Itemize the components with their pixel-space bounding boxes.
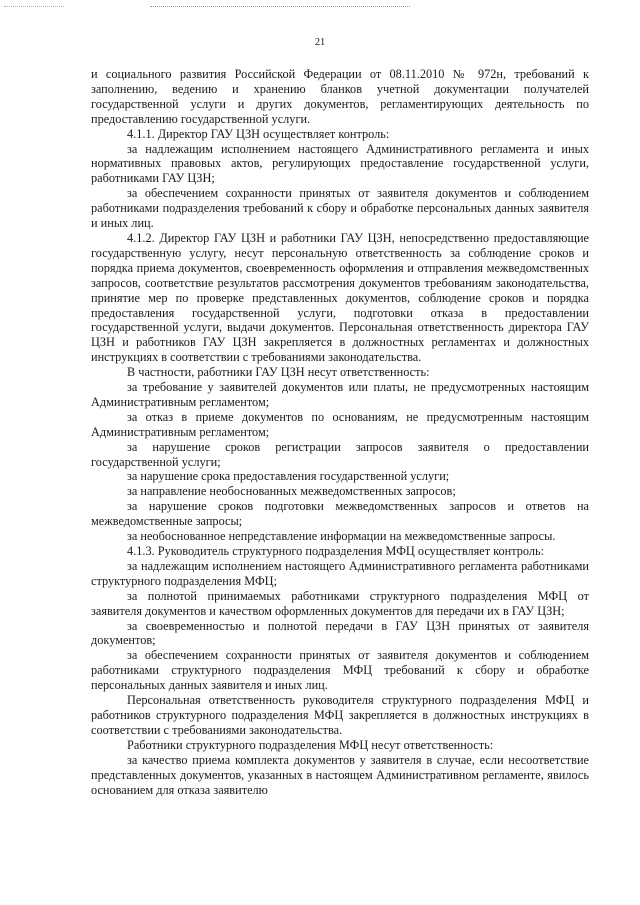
- list-item: за нарушение сроков регистрации запросов заявителя о предоставлении государственной услуги;: [91, 439, 589, 469]
- scan-artifact-top: [150, 6, 410, 8]
- scan-artifact-left: [4, 6, 64, 8]
- list-item: за своевременностью и полнотой передачи в ГАУ ЦЗН принятых от заявителя документов;: [91, 618, 589, 648]
- list-item: за нарушение срока предоставления государственной услуги;: [127, 469, 450, 484]
- list-item: за необоснованное непредставление информации на межведомственные запросы.: [127, 529, 556, 544]
- paragraph: и социального развития Российской Федерации от 08.11.2010 № 972н, требований к заполнению, ведению и хранению бланков учетной документации получателей государственной услуги и других документов, регламентирующих деятельность по предоставлению государственной услуги.: [91, 67, 589, 126]
- document-body: [91, 67, 589, 797]
- list-item: за обеспечением сохранности принятых от заявителя документов и соблюдением работниками структурного подразделения МФЦ требований к сбору и обработке персональных данных заявителя и иных лиц.: [91, 648, 589, 693]
- list-item: за качество приема комплекта документов у заявителя в случае, если несоответствие представленных документов, указанных в настоящем Административном регламенте, явилось основанием для отказа заявителю: [91, 752, 589, 797]
- paragraph: Работники структурного подразделения МФЦ несут ответственность:: [127, 737, 494, 752]
- list-item: за требование у заявителей документов или платы, не предусмотренных настоящим Административным регламентом;: [91, 380, 589, 409]
- list-item: за отказ в приеме документов по основаниям, не предусмотренным настоящим Административным регламентом;: [91, 409, 589, 439]
- list-item: за направление необоснованных межведомственных запросов;: [127, 484, 456, 499]
- paragraph: В частности, работники ГАУ ЦЗН несут ответственность:: [127, 365, 430, 380]
- list-item: за надлежащим исполнением настоящего Административного регламента работниками структурного подразделения МФЦ;: [91, 558, 589, 588]
- section-4-1-2: 4.1.2. Директор ГАУ ЦЗН и работники ГАУ ЦЗН, непосредственно предоставляющие государственную услугу, несут персональную ответственность за соблюдение сроков и порядка приема документов, своевременность оформления и отправления межведомственных запросов, соответствие результатов рассмотрения документов требованиям законодательства, принятие мер по проверке представленных документов, соблюдение сроков и порядка предоставления государственной услуги, подготовки отказа в предоставлении государственной услуги, выдачи документов. Персональная ответственность директора ГАУ ЦЗН и работников ГАУ ЦЗН закрепляется в должностных регламентах и должностных инструкциях в соответствии с требованиями законодательства.: [91, 230, 589, 365]
- paragraph: за обеспечением сохранности принятых от заявителя документов и соблюдением работниками подразделения требований к сбору и обработке персональных данных заявителя и иных лиц.: [91, 186, 589, 231]
- section-heading-4-1-1: 4.1.1. Директор ГАУ ЦЗН осуществляет контроль:: [127, 126, 390, 141]
- paragraph: Персональная ответственность руководителя структурного подразделения МФЦ и работников структурного подразделения МФЦ закрепляется в должностных инструкциях в соответствии с требованиями законодательства.: [91, 693, 589, 737]
- page-number: 21: [314, 37, 326, 48]
- paragraph: за надлежащим исполнением настоящего Административного регламента и иных нормативных правовых актов, регулирующих предоставление государственной услуги, работниками ГАУ ЦЗН;: [91, 141, 589, 186]
- list-item: за полнотой принимаемых работниками структурного подразделения МФЦ от заявителя документов и качеством оформленных документов для передачи их в ГАУ ЦЗН;: [91, 588, 589, 618]
- section-heading-4-1-3: 4.1.3. Руководитель структурного подразделения МФЦ осуществляет контроль:: [127, 544, 545, 558]
- list-item: за нарушение сроков подготовки межведомственных запросов и ответов на межведомственные запросы;: [91, 499, 589, 529]
